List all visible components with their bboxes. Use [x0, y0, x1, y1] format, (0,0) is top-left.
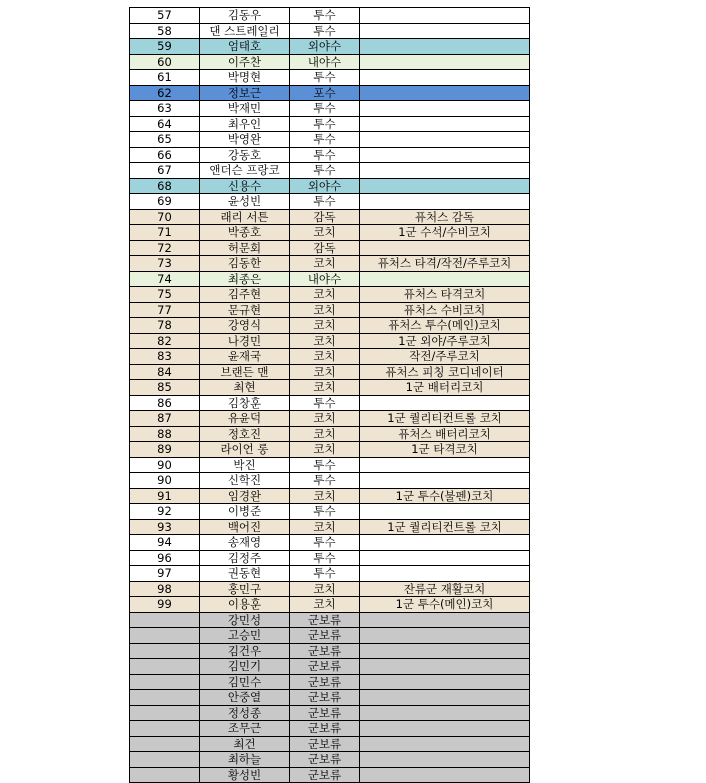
table-row	[130, 333, 530, 349]
table-row	[130, 8, 530, 24]
cell-name: 최종은	[200, 271, 290, 287]
cell-role: 퓨처스 타격/작전/주루코치	[360, 256, 530, 272]
cell-role	[360, 395, 530, 411]
cell-name: 김동우	[200, 8, 290, 24]
cell-position: 군보류	[290, 628, 360, 644]
cell-role	[360, 736, 530, 752]
cell-role	[360, 721, 530, 737]
cell-position: 코치	[290, 287, 360, 303]
table-row	[130, 209, 530, 225]
table-row	[130, 767, 530, 783]
cell-role: 1군 타격코치	[360, 442, 530, 458]
table-row	[130, 54, 530, 70]
cell-position: 군보류	[290, 705, 360, 721]
cell-number: 72	[130, 240, 200, 256]
cell-name: 신학진	[200, 473, 290, 489]
cell-number: 99	[130, 597, 200, 613]
table-row	[130, 535, 530, 551]
cell-number: 77	[130, 302, 200, 318]
cell-position: 내야수	[290, 54, 360, 70]
cell-position: 외야수	[290, 178, 360, 194]
cell-number: 64	[130, 116, 200, 132]
cell-name: 박종호	[200, 225, 290, 241]
cell-number: 69	[130, 194, 200, 210]
cell-position: 코치	[290, 597, 360, 613]
cell-number	[130, 721, 200, 737]
cell-role: 1군 퀄리티컨트롤 코치	[360, 519, 530, 535]
cell-role	[360, 163, 530, 179]
cell-number	[130, 767, 200, 783]
cell-name: 박영완	[200, 132, 290, 148]
table-row	[130, 349, 530, 365]
table-row	[130, 240, 530, 256]
cell-role: 1군 투수(메인)코치	[360, 597, 530, 613]
cell-name: 앤더슨 프랑코	[200, 163, 290, 179]
cell-position: 군보류	[290, 659, 360, 675]
table-row	[130, 581, 530, 597]
table-row	[130, 411, 530, 427]
cell-position: 투수	[290, 147, 360, 163]
table-row	[130, 721, 530, 737]
cell-number: 75	[130, 287, 200, 303]
cell-name: 윤재국	[200, 349, 290, 365]
cell-name: 최우인	[200, 116, 290, 132]
cell-role: 잔류군 재활코치	[360, 581, 530, 597]
cell-name: 최건	[200, 736, 290, 752]
cell-name: 김민기	[200, 659, 290, 675]
cell-role	[360, 70, 530, 86]
table-row	[130, 659, 530, 675]
cell-number: 84	[130, 364, 200, 380]
cell-name: 엄태호	[200, 39, 290, 55]
cell-position: 투수	[290, 194, 360, 210]
cell-name: 강민성	[200, 612, 290, 628]
cell-position: 코치	[290, 380, 360, 396]
cell-position: 투수	[290, 504, 360, 520]
cell-number	[130, 628, 200, 644]
cell-role: 1군 퀄리티컨트롤 코치	[360, 411, 530, 427]
table-row	[130, 628, 530, 644]
cell-name: 정보근	[200, 85, 290, 101]
table-row	[130, 519, 530, 535]
cell-number	[130, 736, 200, 752]
cell-position: 감독	[290, 240, 360, 256]
cell-name: 김동한	[200, 256, 290, 272]
cell-number: 74	[130, 271, 200, 287]
table-row	[130, 364, 530, 380]
cell-number: 71	[130, 225, 200, 241]
cell-position: 코치	[290, 364, 360, 380]
table-row	[130, 23, 530, 39]
table-row	[130, 116, 530, 132]
cell-name: 조무근	[200, 721, 290, 737]
cell-role	[360, 659, 530, 675]
table-row	[130, 643, 530, 659]
cell-number: 59	[130, 39, 200, 55]
cell-number: 57	[130, 8, 200, 24]
cell-role: 1군 수석/수비코치	[360, 225, 530, 241]
cell-number: 88	[130, 426, 200, 442]
cell-position: 코치	[290, 519, 360, 535]
cell-position: 투수	[290, 473, 360, 489]
cell-name: 홍민구	[200, 581, 290, 597]
table-row	[130, 39, 530, 55]
cell-name: 최하늘	[200, 752, 290, 768]
table-row	[130, 395, 530, 411]
cell-position: 투수	[290, 23, 360, 39]
cell-role	[360, 473, 530, 489]
cell-name: 김민수	[200, 674, 290, 690]
table-row	[130, 101, 530, 117]
cell-number: 93	[130, 519, 200, 535]
cell-position: 군보류	[290, 721, 360, 737]
table-row	[130, 690, 530, 706]
cell-number: 68	[130, 178, 200, 194]
cell-name: 임경완	[200, 488, 290, 504]
roster-body	[130, 8, 530, 783]
cell-position: 투수	[290, 550, 360, 566]
cell-position: 코치	[290, 333, 360, 349]
cell-name: 황성빈	[200, 767, 290, 783]
cell-position: 투수	[290, 395, 360, 411]
table-row	[130, 163, 530, 179]
cell-role	[360, 550, 530, 566]
cell-position: 코치	[290, 442, 360, 458]
table-row	[130, 256, 530, 272]
cell-role: 퓨처스 감독	[360, 209, 530, 225]
table-row	[130, 566, 530, 582]
cell-name: 권동현	[200, 566, 290, 582]
cell-role	[360, 54, 530, 70]
cell-name: 김건우	[200, 643, 290, 659]
cell-position: 코치	[290, 349, 360, 365]
table-row	[130, 147, 530, 163]
cell-position: 투수	[290, 566, 360, 582]
cell-position: 코치	[290, 488, 360, 504]
cell-name: 정성종	[200, 705, 290, 721]
cell-number	[130, 659, 200, 675]
cell-role: 1군 외야/주루코치	[360, 333, 530, 349]
cell-name: 래리 서튼	[200, 209, 290, 225]
cell-name: 나경민	[200, 333, 290, 349]
cell-role	[360, 271, 530, 287]
cell-role	[360, 643, 530, 659]
cell-name: 윤성빈	[200, 194, 290, 210]
cell-position: 군보류	[290, 736, 360, 752]
table-row	[130, 752, 530, 768]
table-row	[130, 674, 530, 690]
cell-role: 퓨처스 투수(메인)코치	[360, 318, 530, 334]
cell-position: 코치	[290, 581, 360, 597]
cell-number: 67	[130, 163, 200, 179]
cell-role: 퓨처스 배터리코치	[360, 426, 530, 442]
cell-role	[360, 101, 530, 117]
cell-role	[360, 767, 530, 783]
table-row	[130, 380, 530, 396]
cell-name: 최현	[200, 380, 290, 396]
cell-number	[130, 690, 200, 706]
cell-number: 98	[130, 581, 200, 597]
cell-position: 투수	[290, 132, 360, 148]
cell-name: 고승민	[200, 628, 290, 644]
cell-name: 유윤덕	[200, 411, 290, 427]
cell-number: 82	[130, 333, 200, 349]
cell-name: 댄 스트레일리	[200, 23, 290, 39]
cell-number: 60	[130, 54, 200, 70]
cell-name: 송재영	[200, 535, 290, 551]
cell-position: 투수	[290, 116, 360, 132]
cell-name: 신용수	[200, 178, 290, 194]
cell-role	[360, 240, 530, 256]
cell-name: 박진	[200, 457, 290, 473]
cell-position: 군보류	[290, 612, 360, 628]
cell-role	[360, 132, 530, 148]
table-row	[130, 85, 530, 101]
cell-number	[130, 705, 200, 721]
cell-role	[360, 535, 530, 551]
cell-number: 85	[130, 380, 200, 396]
cell-number: 61	[130, 70, 200, 86]
cell-number	[130, 643, 200, 659]
cell-position: 코치	[290, 411, 360, 427]
cell-number: 96	[130, 550, 200, 566]
cell-role: 1군 배터리코치	[360, 380, 530, 396]
table-row	[130, 504, 530, 520]
cell-name: 이용훈	[200, 597, 290, 613]
cell-role	[360, 674, 530, 690]
cell-role: 퓨처스 피칭 코디네이터	[360, 364, 530, 380]
cell-position: 내야수	[290, 271, 360, 287]
table-row	[130, 736, 530, 752]
cell-number: 86	[130, 395, 200, 411]
cell-role	[360, 178, 530, 194]
cell-role	[360, 194, 530, 210]
cell-name: 문규현	[200, 302, 290, 318]
cell-role	[360, 8, 530, 24]
table-row	[130, 457, 530, 473]
cell-position: 코치	[290, 256, 360, 272]
cell-role	[360, 752, 530, 768]
cell-position: 투수	[290, 8, 360, 24]
table-row	[130, 70, 530, 86]
cell-number: 94	[130, 535, 200, 551]
table-row	[130, 271, 530, 287]
cell-number: 83	[130, 349, 200, 365]
cell-role	[360, 628, 530, 644]
cell-name: 박재민	[200, 101, 290, 117]
cell-position: 코치	[290, 426, 360, 442]
cell-number: 90	[130, 457, 200, 473]
cell-position: 투수	[290, 70, 360, 86]
cell-number: 87	[130, 411, 200, 427]
cell-name: 김정주	[200, 550, 290, 566]
cell-position: 군보류	[290, 674, 360, 690]
cell-name: 김창훈	[200, 395, 290, 411]
roster-table	[129, 7, 530, 783]
cell-number: 89	[130, 442, 200, 458]
table-row	[130, 473, 530, 489]
cell-position: 외야수	[290, 39, 360, 55]
cell-name: 강영식	[200, 318, 290, 334]
cell-role: 1군 투수(불펜)코치	[360, 488, 530, 504]
cell-position: 포수	[290, 85, 360, 101]
cell-role: 작전/주루코치	[360, 349, 530, 365]
cell-position: 투수	[290, 457, 360, 473]
cell-position: 군보류	[290, 643, 360, 659]
cell-position: 투수	[290, 535, 360, 551]
table-row	[130, 597, 530, 613]
cell-role	[360, 147, 530, 163]
cell-position: 군보류	[290, 767, 360, 783]
cell-number	[130, 612, 200, 628]
table-row	[130, 488, 530, 504]
cell-number: 91	[130, 488, 200, 504]
cell-number: 58	[130, 23, 200, 39]
cell-name: 정호진	[200, 426, 290, 442]
cell-name: 라이언 롱	[200, 442, 290, 458]
cell-role: 퓨처스 수비코치	[360, 302, 530, 318]
cell-position: 코치	[290, 302, 360, 318]
cell-number	[130, 752, 200, 768]
cell-number: 73	[130, 256, 200, 272]
cell-role	[360, 457, 530, 473]
table-row	[130, 318, 530, 334]
table-row	[130, 302, 530, 318]
cell-name: 백어진	[200, 519, 290, 535]
cell-name: 이주찬	[200, 54, 290, 70]
cell-number: 65	[130, 132, 200, 148]
cell-name: 박명현	[200, 70, 290, 86]
cell-name: 안중열	[200, 690, 290, 706]
cell-role: 퓨처스 타격코치	[360, 287, 530, 303]
cell-position: 감독	[290, 209, 360, 225]
cell-role	[360, 504, 530, 520]
cell-name: 김주현	[200, 287, 290, 303]
cell-position: 투수	[290, 101, 360, 117]
cell-role	[360, 612, 530, 628]
cell-position: 군보류	[290, 690, 360, 706]
cell-role	[360, 39, 530, 55]
cell-name: 강동호	[200, 147, 290, 163]
cell-role	[360, 116, 530, 132]
cell-name: 이병준	[200, 504, 290, 520]
table-row	[130, 442, 530, 458]
cell-name: 브랜든 맨	[200, 364, 290, 380]
cell-number: 92	[130, 504, 200, 520]
cell-number: 66	[130, 147, 200, 163]
table-row	[130, 178, 530, 194]
cell-number	[130, 674, 200, 690]
cell-role	[360, 705, 530, 721]
cell-role	[360, 23, 530, 39]
table-row	[130, 705, 530, 721]
table-row	[130, 426, 530, 442]
cell-position: 코치	[290, 318, 360, 334]
table-row	[130, 550, 530, 566]
table-row	[130, 194, 530, 210]
cell-number: 62	[130, 85, 200, 101]
cell-position: 투수	[290, 163, 360, 179]
table-row	[130, 612, 530, 628]
cell-position: 군보류	[290, 752, 360, 768]
cell-position: 코치	[290, 225, 360, 241]
cell-role	[360, 690, 530, 706]
cell-number: 63	[130, 101, 200, 117]
cell-number: 97	[130, 566, 200, 582]
cell-role	[360, 85, 530, 101]
cell-name: 허문회	[200, 240, 290, 256]
table-row	[130, 287, 530, 303]
cell-number: 78	[130, 318, 200, 334]
table-row	[130, 225, 530, 241]
cell-number: 90	[130, 473, 200, 489]
table-row	[130, 132, 530, 148]
cell-number: 70	[130, 209, 200, 225]
cell-role	[360, 566, 530, 582]
